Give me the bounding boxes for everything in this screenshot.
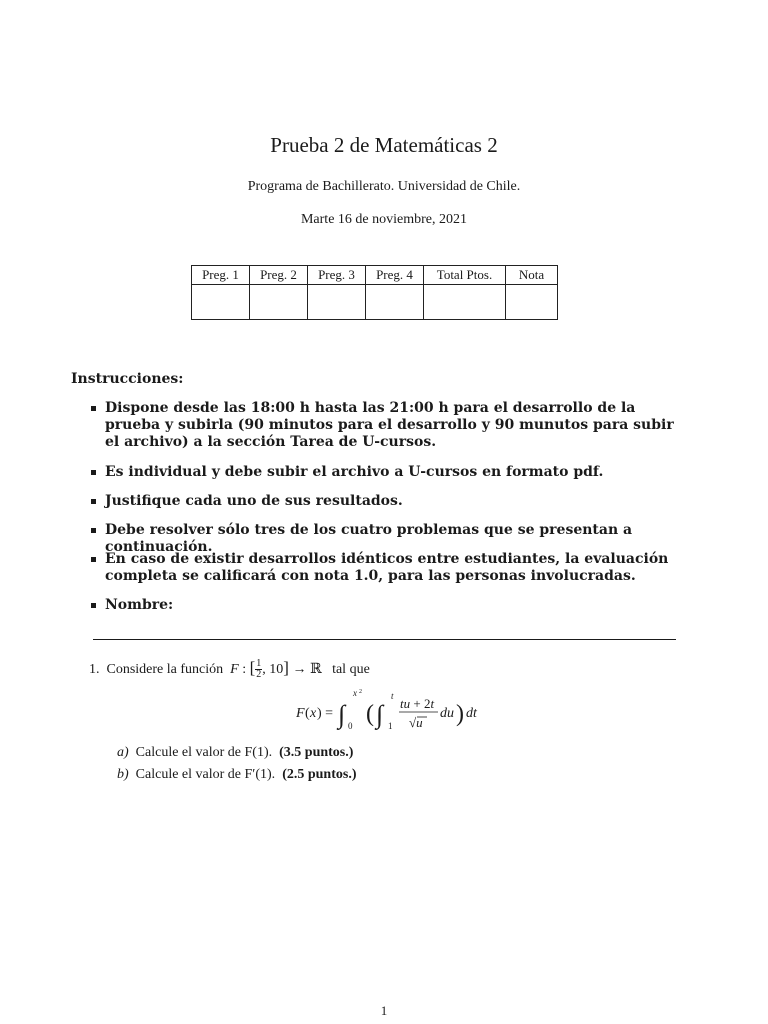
grade-header-preg1: Preg. 1 bbox=[192, 266, 250, 285]
instruction-item bbox=[105, 464, 685, 481]
grade-table-header-row bbox=[192, 266, 558, 285]
svg-text:∫: ∫ bbox=[338, 700, 346, 729]
grade-table-empty-row bbox=[192, 285, 558, 320]
part-text: Calcule el valor de F′(1). bbox=[135, 767, 276, 782]
integral-formula bbox=[296, 688, 496, 736]
part-points: (3.5 puntos.) bbox=[279, 745, 354, 760]
grade-header-preg3: Preg. 3 bbox=[308, 266, 366, 285]
svg-text:(: ( bbox=[366, 701, 374, 727]
name-label: Nombre: bbox=[105, 597, 174, 613]
name-line-divider bbox=[93, 639, 676, 640]
grade-cell bbox=[192, 285, 250, 320]
instruction-item bbox=[105, 493, 685, 510]
exam-date: Marte 16 de noviembre, 2021 bbox=[300, 212, 467, 227]
grade-cell bbox=[366, 285, 424, 320]
grade-cell bbox=[424, 285, 506, 320]
svg-text:2: 2 bbox=[359, 689, 362, 695]
function-domain-math: F : [ $\frac{1}{2}$ , 10] → ℝ bbox=[230, 658, 326, 681]
svg-text:√u: √u bbox=[409, 715, 423, 730]
grade-header-preg4: Preg. 4 bbox=[366, 266, 424, 285]
svg-text:) =: ) = bbox=[317, 706, 334, 721]
instructions-title: Instrucciones: bbox=[71, 371, 184, 387]
problem-intro: Considere la función bbox=[106, 662, 224, 677]
problem-suchthat: tal que bbox=[332, 662, 370, 677]
grade-cell bbox=[250, 285, 308, 320]
bullet-icon bbox=[91, 406, 96, 411]
part-text: Calcule el valor de F(1). bbox=[135, 745, 273, 760]
svg-text:dt: dt bbox=[466, 706, 477, 721]
instruction-text: En caso de existir desarrollos idénticos entre estudiantes, la evaluación completa se calificará con nota 1.0, para las personas involucradas. bbox=[105, 551, 669, 584]
svg-text:x: x bbox=[353, 688, 357, 698]
svg-text:∫: ∫ bbox=[376, 700, 384, 729]
svg-text:0: 0 bbox=[348, 721, 353, 731]
part-points: (2.5 puntos.) bbox=[282, 767, 357, 782]
grade-cell bbox=[308, 285, 366, 320]
instruction-text: Justifique cada uno de sus resultados. bbox=[105, 493, 403, 509]
bullet-icon bbox=[91, 470, 96, 475]
svg-text:): ) bbox=[456, 701, 464, 727]
grade-table bbox=[191, 265, 558, 320]
instruction-item bbox=[105, 551, 685, 585]
svg-text:F: F bbox=[296, 706, 305, 721]
svg-text:tu + 2t: tu + 2t bbox=[400, 696, 435, 711]
svg-text:x: x bbox=[310, 706, 317, 721]
problem-number: 1. bbox=[89, 662, 100, 677]
bullet-icon bbox=[91, 603, 96, 608]
problem-part-a bbox=[117, 745, 353, 761]
svg-text:1: 1 bbox=[388, 721, 393, 731]
bullet-icon bbox=[91, 557, 96, 562]
problem-1-statement bbox=[89, 658, 689, 680]
grade-cell bbox=[506, 285, 558, 320]
grade-header-preg2: Preg. 2 bbox=[250, 266, 308, 285]
page-subtitle: Programa de Bachillerato. Universidad de Chile. bbox=[247, 179, 521, 194]
grade-header-nota: Nota bbox=[506, 266, 558, 285]
instruction-item bbox=[105, 400, 685, 451]
bullet-icon bbox=[91, 499, 96, 504]
part-letter: a) bbox=[117, 745, 129, 760]
instruction-text: Es individual y debe subir el archivo a U-cursos en formato pdf. bbox=[105, 464, 604, 480]
svg-text:t: t bbox=[391, 691, 394, 701]
bullet-icon bbox=[91, 528, 96, 533]
svg-text:du: du bbox=[440, 706, 454, 721]
instruction-item-name bbox=[105, 597, 685, 614]
svg-text:(: ( bbox=[305, 706, 310, 721]
instruction-text: Dispone desde las 18:00 h hasta las 21:00 h para el desarrollo de la prueba y subirla (90 minutos para el desarrollo y 90 munutos para subir el archivo) a la sección Tarea de U-cursos. bbox=[105, 400, 674, 450]
instruction-text: Debe resolver sólo tres de los cuatro problemas que se presentan a continuación. bbox=[105, 522, 633, 555]
part-letter: b) bbox=[117, 767, 129, 782]
page-number: 1 bbox=[380, 1003, 388, 1018]
page-title: Prueba 2 de Matemáticas 2 bbox=[270, 133, 498, 157]
problem-part-b bbox=[117, 767, 356, 783]
grade-header-total: Total Ptos. bbox=[424, 266, 506, 285]
